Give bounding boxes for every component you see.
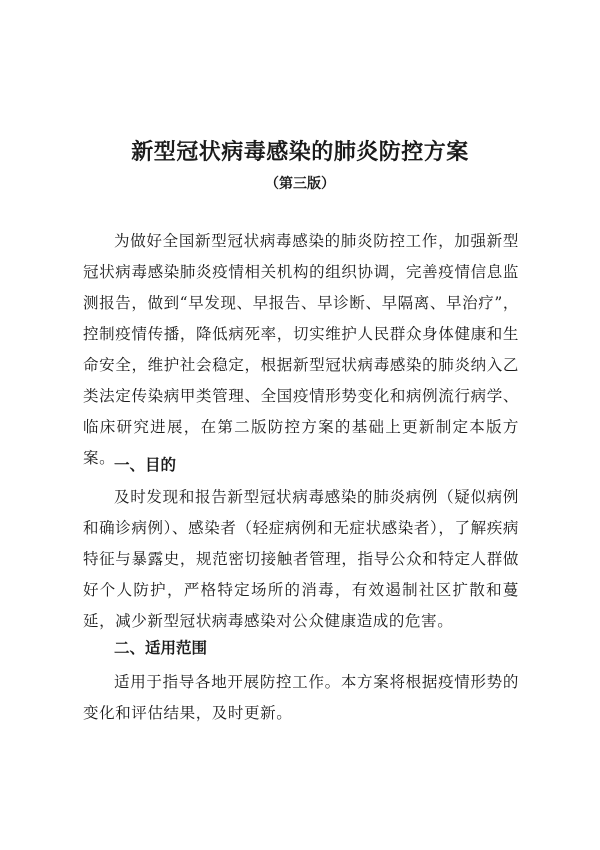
intro-paragraph: 为做好全国新型冠状病毒感染的肺炎防控工作，加强新型冠状病毒感染肺炎疫情相关机构的组织协调，完善疫情信息监测报告，做到“早发现、早报告、早诊断、早隔离、早治疗”，控制疫情传播，降低病死率，切实维护人民群众身体健康和生命安全，维护社会稳定，根据新型冠状病毒感染的肺炎纳入乙类法定传染病甲类管理、全国疫情形势变化和病例流行病学、临床研究进展，在第二版防控方案的基础上更新制定本版方案。: [83, 232, 519, 467]
section-paragraph-scope: 适用于指导各地开展防控工作。本方案将根据疫情形势的变化和评估结果，及时更新。: [83, 673, 519, 722]
section-heading-purpose: 一、目的: [114, 456, 177, 474]
section-paragraph-purpose: 及时发现和报告新型冠状病毒感染的肺炎病例（疑似病例和确诊病例）、感染者（轻症病例和无症状感染者），了解疾病特征与暴露史，规范密切接触者管理，指导公众和特定人群做好个人防护，严格特定场所的消毒，有效遏制社区扩散和蔓延，减少新型冠状病毒感染对公众健康造成的危害。: [83, 488, 519, 630]
section-heading-scope: 二、适用范围: [114, 639, 208, 657]
document-title: 新型冠状病毒感染的肺炎防控方案: [131, 140, 469, 165]
document-subtitle: （第三版）: [265, 176, 335, 192]
